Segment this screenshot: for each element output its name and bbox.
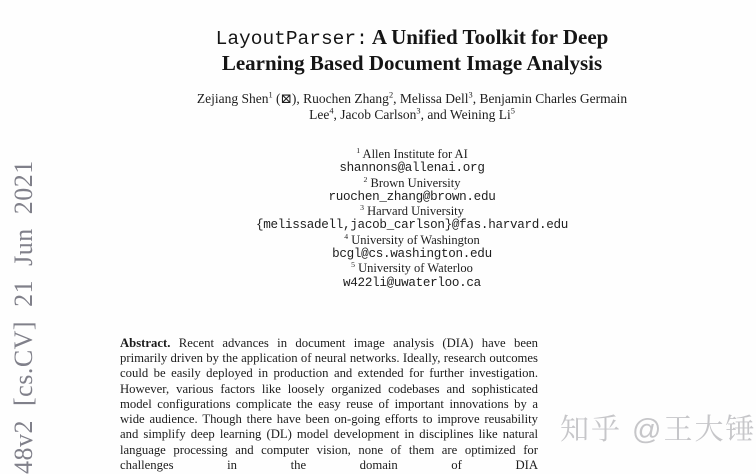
abstract-label: Abstract. bbox=[120, 335, 171, 350]
affiliation-sup: 2 bbox=[363, 174, 368, 184]
affiliation-name: Harvard University bbox=[367, 204, 464, 219]
affiliation-name: Allen Institute for AI bbox=[362, 147, 468, 161]
affiliation-item bbox=[92, 147, 732, 161]
affiliation-email: w422li@uwaterloo.ca bbox=[343, 275, 481, 290]
affiliation-sup: 5 bbox=[351, 260, 356, 270]
affiliation-item bbox=[92, 176, 732, 190]
affiliation-item bbox=[92, 233, 732, 247]
authors-block bbox=[92, 91, 732, 123]
watermark-brand-text: 知乎 bbox=[560, 414, 623, 446]
abstract-text: Recent advances in document image analysis (DIA) have been primarily driven by the application of neural networks. Ideally, research outcomes could be easily deployed in production and extended for further investigation. However, various factors like loosely organized codebases and sophisticated model configurations complicate the easy reuse of important innovations by a wide audience. Though there have been on-going efforts to improve reusability and simplify deep learning (DL) model development in disciplines like natural language processing and computer vision, none of them are optimized for challenges in the domain of DIA bbox=[120, 335, 538, 473]
title-rest-line1: A Unified Toolkit for Deep bbox=[367, 25, 609, 50]
authors-line-2: Lee$^4$, Jacob Carlson$^3$, and Weining Li$^5$ bbox=[309, 106, 515, 122]
affiliation-name: University of Washington bbox=[351, 232, 480, 247]
abstract bbox=[120, 336, 538, 474]
title-line2: Learning Based Document Image Analysis bbox=[221, 50, 603, 75]
affiliation-email: ruochen_zhang@brown.edu bbox=[328, 189, 496, 204]
affiliation-sup: 3 bbox=[360, 203, 364, 213]
affiliation-sup: 1 bbox=[356, 145, 361, 155]
affiliation-email: bcgl@cs.washington.edu bbox=[332, 247, 492, 262]
envelope-icon: ⊠ bbox=[280, 91, 292, 106]
watermark bbox=[560, 407, 756, 448]
page-title bbox=[92, 26, 732, 75]
affiliation-email: shannons@allenai.org bbox=[339, 161, 485, 176]
affiliation-sup: 4 bbox=[344, 231, 349, 241]
arxiv-stamp: 48v2 [cs.CV] 21 Jun 2021 bbox=[9, 160, 38, 474]
affiliation-item bbox=[92, 261, 732, 275]
affiliation-name: University of Waterloo bbox=[358, 261, 473, 276]
affiliations-block bbox=[92, 147, 732, 290]
affiliation-name: Brown University bbox=[370, 175, 461, 190]
watermark-handle-text: @王大锤 bbox=[632, 414, 756, 446]
affiliation-item bbox=[92, 204, 732, 218]
title-code: LayoutParser: bbox=[215, 28, 368, 51]
affiliation-email: {melissadell,jacob_carlson}@fas.harvard.edu bbox=[255, 218, 569, 233]
authors-line-1: Zejiang Shen$^1$ (⊠), Ruochen Zhang$^2$, Melissa Dell$^3$, Benjamin Charles Germain bbox=[196, 90, 628, 106]
